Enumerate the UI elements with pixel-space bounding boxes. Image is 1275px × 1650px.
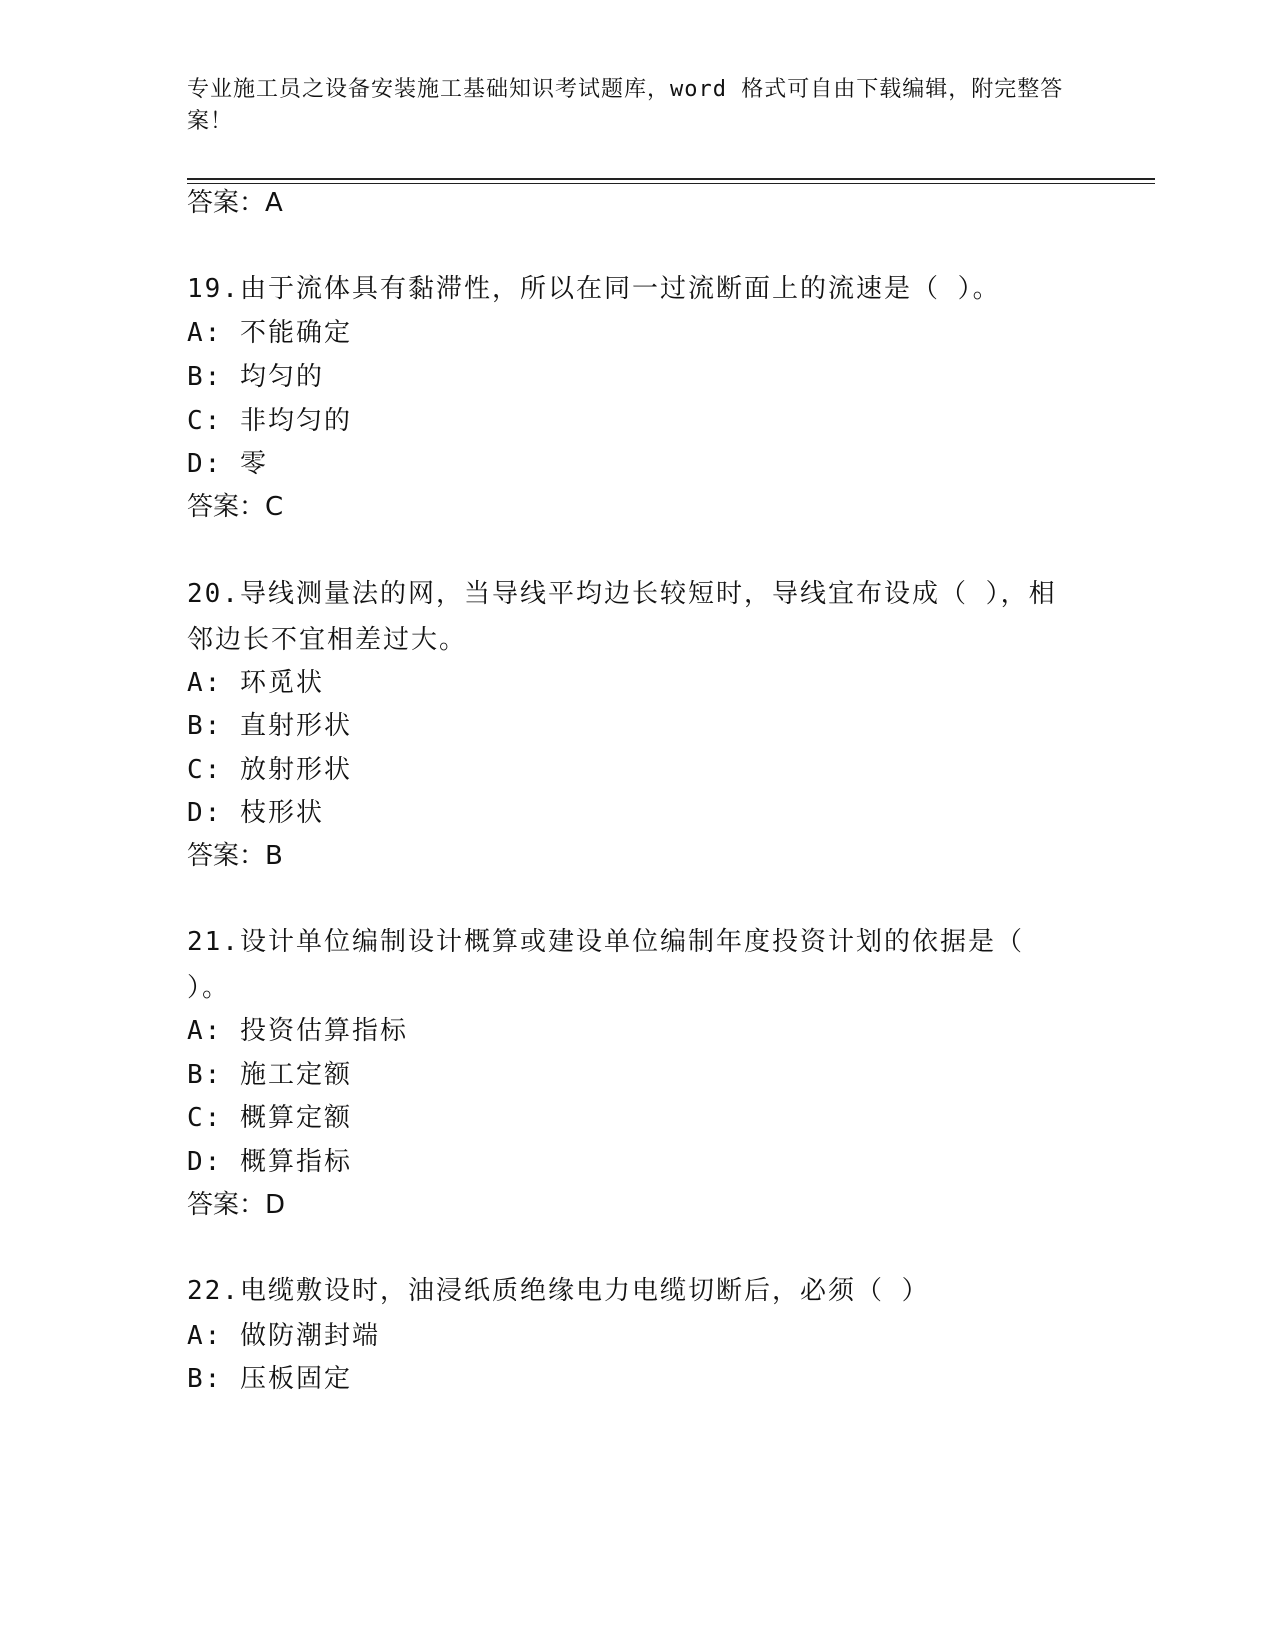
answer-line: 答案：A <box>187 188 283 218</box>
header-divider-thick <box>187 178 1155 180</box>
header-divider-thin <box>187 183 1155 184</box>
document-header: 专业施工员之设备安装施工基础知识考试题库，word 格式可自由下载编辑，附完整答案！ <box>187 77 1064 134</box>
question-19-option-b: B: 均匀的 <box>187 362 324 392</box>
question-19-answer: 答案：C <box>187 492 284 522</box>
question-20-option-c: C: 放射形状 <box>187 755 352 785</box>
question-19-option-c: C: 非均匀的 <box>187 406 352 436</box>
question-21-option-b: B: 施工定额 <box>187 1060 352 1090</box>
question-22-option-a: A: 做防潮封端 <box>187 1321 380 1351</box>
question-19-option-a: A: 不能确定 <box>187 318 352 348</box>
question-20-text: 20.导线测量法的网，当导线平均边长较短时，导线宜布设成（ ），相邻边长不宜相差过大。 <box>187 579 1057 655</box>
question-22-option-b: B: 压板固定 <box>187 1364 352 1394</box>
question-19-option-d: D: 零 <box>187 449 268 479</box>
question-21-text: 21.设计单位编制设计概算或建设单位编制年度投资计划的依据是（ ）。 <box>187 927 1024 1003</box>
question-21-option-a: A: 投资估算指标 <box>187 1016 408 1046</box>
question-20-option-a: A: 环觅状 <box>187 668 324 698</box>
question-20-option-b: B: 直射形状 <box>187 711 352 741</box>
question-19-text: 19.由于流体具有黏滞性，所以在同一过流断面上的流速是（ ）。 <box>187 274 1001 304</box>
question-21-answer: 答案：D <box>187 1190 286 1220</box>
question-20-answer: 答案：B <box>187 841 283 871</box>
question-21-option-c: C: 概算定额 <box>187 1103 352 1133</box>
question-21-option-d: D: 概算指标 <box>187 1147 352 1177</box>
question-20-option-d: D: 枝形状 <box>187 798 324 828</box>
question-22-text: 22.电缆敷设时，油浸纸质绝缘电力电缆切断后，必须（ ） <box>187 1276 930 1306</box>
